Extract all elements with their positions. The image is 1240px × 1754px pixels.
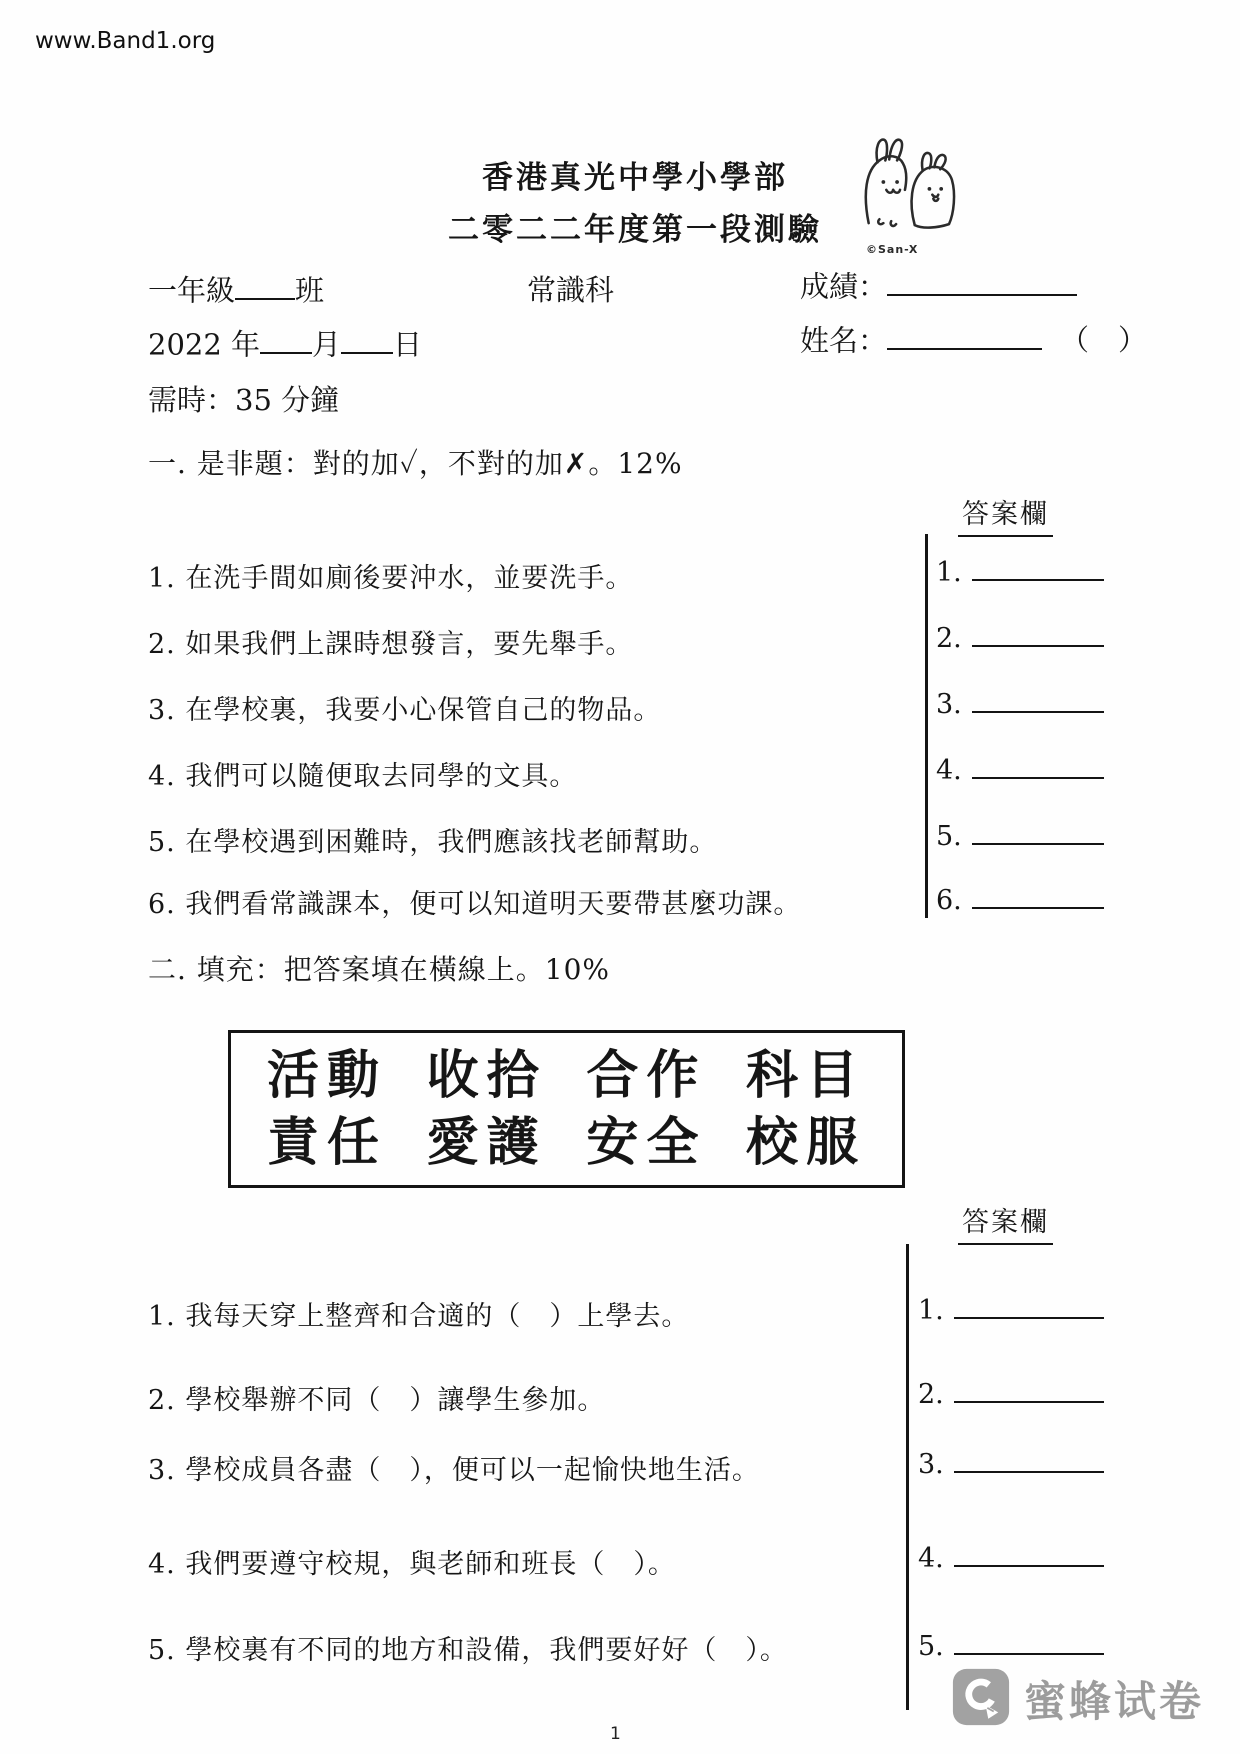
- answer-blank-line: [954, 1626, 1104, 1655]
- word-bank-word: 合作: [586, 1044, 707, 1106]
- duration-label: 需時：35 分鐘: [148, 383, 340, 417]
- grade-class-row: [148, 268, 324, 309]
- answer-blank-line: [954, 1538, 1104, 1567]
- word-bank-word: 安全: [586, 1111, 707, 1173]
- section1-answer-slot-6: [936, 880, 1104, 916]
- class-label: 班: [295, 273, 325, 308]
- brand-name: 蜜蜂试卷: [1024, 1677, 1205, 1726]
- answer-blank-line: [972, 880, 1104, 909]
- section1-answer-slot-1: [936, 552, 1104, 588]
- section2-answer-slot-3: [918, 1444, 1104, 1480]
- name-row: [800, 318, 1147, 359]
- section1-question-3: 3. 在學校裏，我要小心保管自己的物品。: [148, 695, 662, 726]
- answer-number: 1.: [936, 557, 962, 588]
- answer-number: 6.: [936, 885, 962, 916]
- name-paren: （ ）: [1060, 323, 1148, 358]
- answer-blank-line: [954, 1444, 1104, 1473]
- section1-question-6: 6. 我們看常識課本，便可以知道明天要帶甚麼功課。: [148, 889, 802, 920]
- month-blank: [260, 322, 312, 354]
- answer-number: 2.: [936, 623, 962, 654]
- day-label: 日: [393, 327, 423, 362]
- day-blank: [341, 322, 393, 354]
- word-bank-word: 科目: [745, 1044, 866, 1106]
- section1-answer-divider: [925, 534, 928, 918]
- bee-paper-logo-icon: [952, 1668, 1010, 1730]
- date-row: [148, 322, 422, 363]
- answer-number: 5.: [918, 1631, 944, 1662]
- section1-question-1: 1. 在洗手間如廁後要沖水，並要洗手。: [148, 563, 634, 594]
- answer-blank-line: [972, 618, 1104, 647]
- answer-blank-line: [972, 816, 1104, 845]
- school-name: 香港真光中學小學部: [482, 160, 788, 196]
- brand-logo-block: [952, 1668, 1204, 1730]
- watermark-url: www.Band1.org: [35, 28, 216, 54]
- word-bank-box: [228, 1030, 905, 1188]
- section1-answer-slot-5: [936, 816, 1104, 852]
- word-bank-word: 愛護: [426, 1111, 547, 1173]
- section2-answer-column-title: 答案欄: [958, 1200, 1053, 1245]
- section1-question-4: 4. 我們可以隨便取去同學的文具。: [148, 761, 578, 792]
- score-label: 成績：: [800, 269, 888, 304]
- word-bank-row-2: [267, 1111, 866, 1173]
- answer-blank-line: [954, 1374, 1104, 1403]
- section1-question-2: 2. 如果我們上課時想發言，要先舉手。: [148, 629, 634, 660]
- answer-number: 1.: [918, 1295, 944, 1326]
- section1-answer-slot-3: [936, 684, 1104, 720]
- class-blank: [235, 268, 295, 300]
- name-blank: [887, 318, 1042, 350]
- answer-number: 4.: [936, 755, 962, 786]
- section2-answer-slot-5: [918, 1626, 1104, 1662]
- grade-label: 一年級: [148, 273, 236, 308]
- section2-answer-slot-4: [918, 1538, 1104, 1574]
- answer-blank-line: [972, 684, 1104, 713]
- section2-answer-slot-2: [918, 1374, 1104, 1410]
- section1-question-5: 5. 在學校遇到困難時，我們應該找老師幫助。: [148, 827, 718, 858]
- word-bank-word: 收拾: [426, 1044, 547, 1106]
- word-bank-word: 活動: [267, 1044, 388, 1106]
- answer-blank-line: [954, 1290, 1104, 1319]
- section2-answer-slot-1: [918, 1290, 1104, 1326]
- section2-question-4: 4. 我們要遵守校規，與老師和班長（ ）。: [148, 1549, 676, 1580]
- score-row: [800, 264, 1077, 305]
- word-bank-word: 責任: [267, 1111, 388, 1173]
- section1-answer-slot-2: [936, 618, 1104, 654]
- answer-number: 3.: [936, 689, 962, 720]
- doodle-credit: ©San-X: [866, 243, 919, 256]
- section2-question-1: 1. 我每天穿上整齊和合適的（ ）上學去。: [148, 1301, 690, 1332]
- answer-number: 2.: [918, 1379, 944, 1410]
- word-bank-word: 校服: [745, 1111, 866, 1173]
- month-label: 月: [312, 327, 342, 362]
- answer-blank-line: [972, 750, 1104, 779]
- answer-number: 4.: [918, 1543, 944, 1574]
- section2-heading: 二. 填充：把答案填在橫線上。10%: [148, 953, 611, 986]
- word-bank-row-1: [267, 1044, 866, 1106]
- name-label: 姓名：: [800, 323, 888, 358]
- year-label: 2022 年: [148, 327, 261, 362]
- page-number: 1: [610, 1724, 621, 1744]
- answer-number: 5.: [936, 821, 962, 852]
- subject-label: 常識科: [527, 273, 615, 307]
- section1-answer-slot-4: [936, 750, 1104, 786]
- section2-answer-divider: [906, 1244, 909, 1710]
- exam-title: 二零二二年度第一段測驗: [448, 212, 822, 248]
- section2-question-2: 2. 學校舉辦不同（ ）讓學生參加。: [148, 1385, 606, 1416]
- paper-title-block: [400, 152, 870, 256]
- section1-answer-column-title: 答案欄: [958, 492, 1053, 537]
- score-blank: [887, 264, 1077, 296]
- answer-blank-line: [972, 552, 1104, 581]
- rabbit-doodle-icon: [842, 133, 960, 235]
- section2-question-3: 3. 學校成員各盡（ ），便可以一起愉快地生活。: [148, 1455, 760, 1486]
- section1-heading: 一. 是非題：對的加✓，不對的加✗。12%: [148, 447, 683, 480]
- answer-number: 3.: [918, 1449, 944, 1480]
- section2-question-5: 5. 學校裏有不同的地方和設備，我們要好好（ ）。: [148, 1635, 788, 1666]
